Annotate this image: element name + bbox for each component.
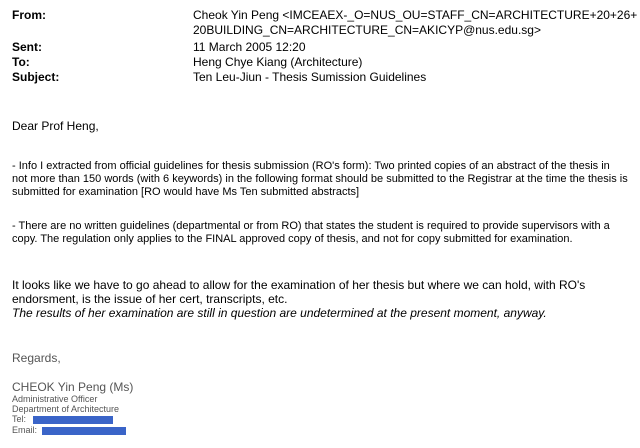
paragraph-1-line: - Info I extracted from official guidelines for thesis submission (RO's form): Two printed copies of an abstract of the thesis in (12, 160, 610, 172)
closing: Regards, (12, 351, 61, 365)
paragraph-3-italic-line: The results of her examination are still in question are undetermined at the present moment, anyway. (12, 306, 547, 320)
paragraph-2-line: copy. The regulation only applies to the FINAL approved copy of thesis, and not for copy submitted for examination. (12, 233, 573, 245)
paragraph-2-line: - There are no written guidelines (departmental or from RO) that states the student is required to provide supervisors with a (12, 220, 610, 232)
to-label: To: (12, 55, 30, 69)
tel-redaction (33, 416, 113, 424)
email-redaction (42, 427, 126, 435)
paragraph-1-line: not more than 150 words (with 6 keywords) in the following format should be submitted to the Registrar at the time the thesis is (12, 173, 628, 185)
subject-label: Subject: (12, 70, 60, 84)
signature-name: CHEOK Yin Peng (Ms) (12, 380, 134, 394)
subject-value: Ten Leu-Jiun - Thesis Sumission Guidelines (193, 70, 427, 84)
from-label: From: (12, 8, 46, 22)
signature-department: Department of Architecture (12, 404, 120, 414)
paragraph-2 (12, 220, 632, 246)
paragraph-3 (12, 278, 632, 320)
from-line-2: 20BUILDING_CN=ARCHITECTURE_CN=AKICYP@nus.edu.sg> (193, 23, 541, 37)
paragraph-3-line: endorsment, is the issue of her cert, transcripts, etc. (12, 292, 288, 306)
sent-label: Sent: (12, 40, 42, 54)
signature-tel (12, 414, 632, 425)
paragraph-3-line: It looks like we have to go ahead to allow for the examination of her thesis but where we can hold, with RO's (12, 278, 586, 292)
signature-block (12, 380, 632, 436)
greeting: Dear Prof Heng, (12, 119, 99, 133)
email-label: Email: (12, 425, 38, 435)
paragraph-1-line: submitted for examination [RO would have Ms Ten submitted abstracts] (12, 186, 360, 198)
signature-title: Administrative Officer (12, 394, 98, 404)
sent-value: 11 March 2005 12:20 (193, 40, 306, 54)
paragraph-1 (12, 160, 632, 199)
from-value (193, 8, 638, 38)
tel-label: Tel: (12, 414, 27, 424)
to-value: Heng Chye Kiang (Architecture) (193, 55, 363, 69)
from-line-1: Cheok Yin Peng <IMCEAEX-_O=NUS_OU=STAFF_CN=ARCHITECTURE+20+26+ (193, 8, 638, 22)
signature-email (12, 425, 632, 436)
